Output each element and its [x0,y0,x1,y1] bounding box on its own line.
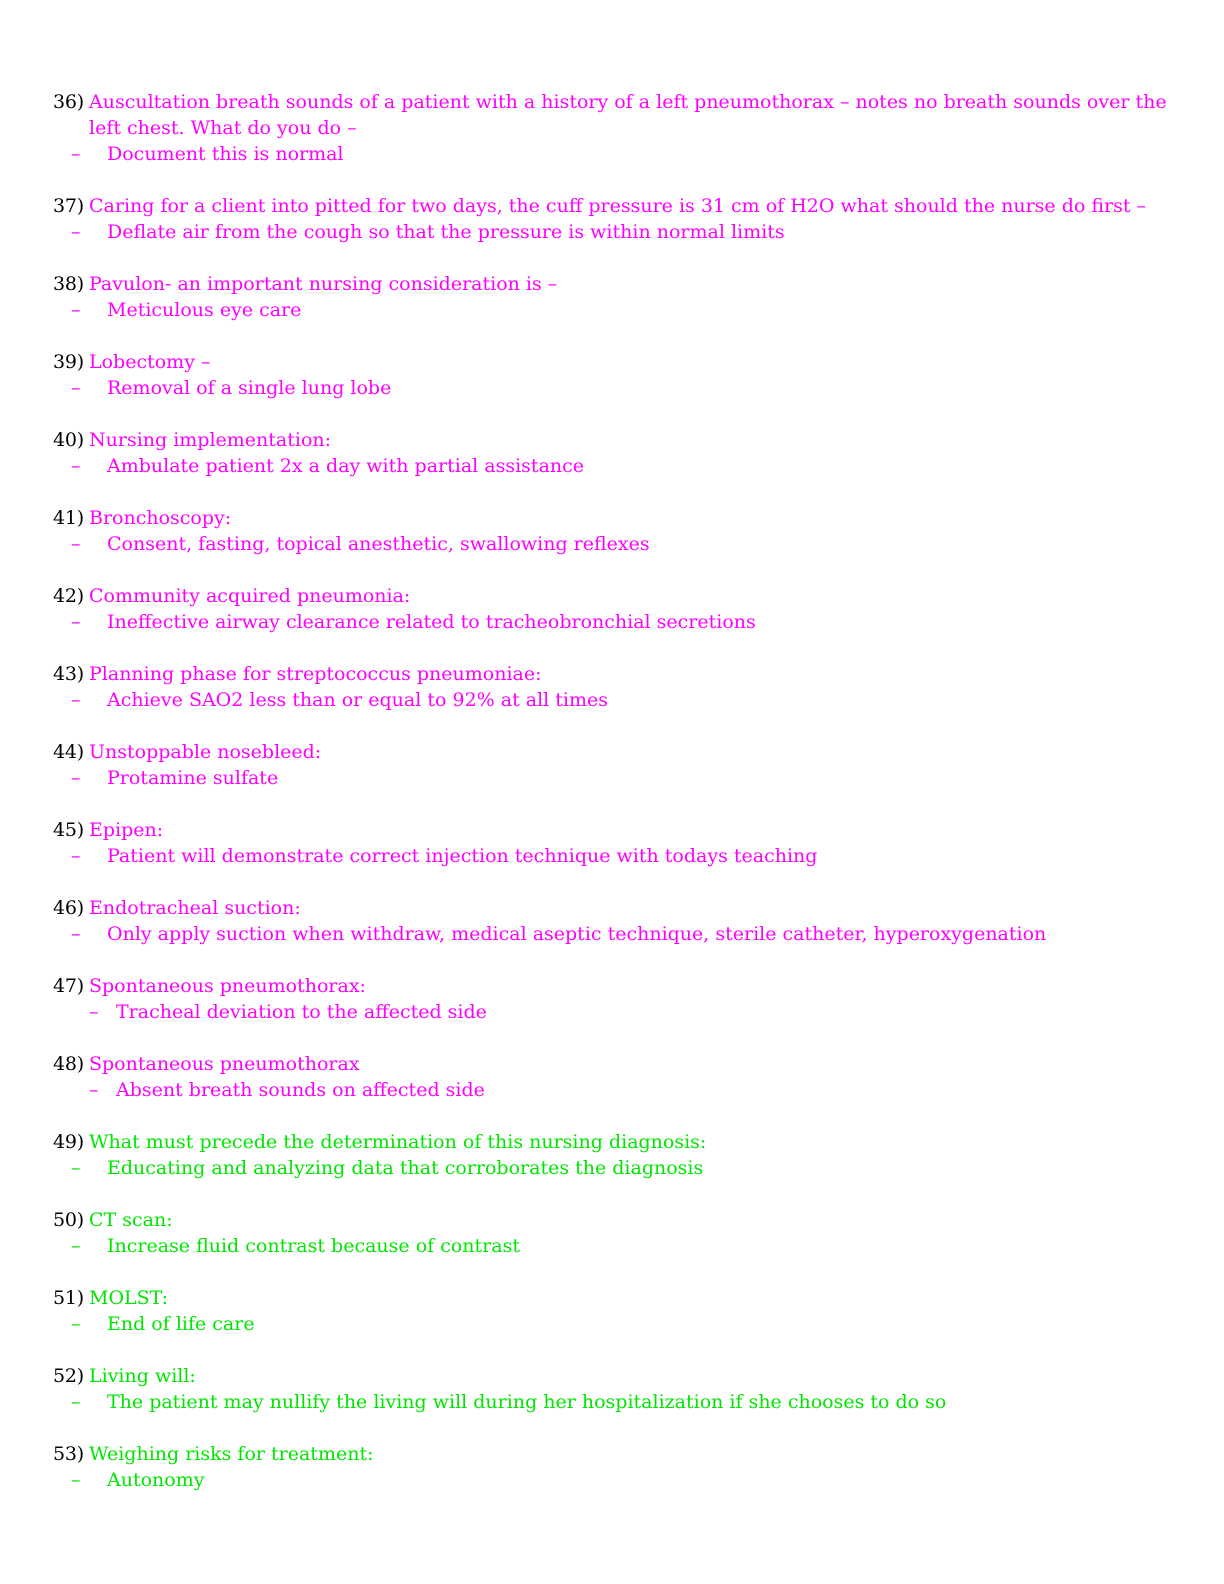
question-text: Endotracheal suction: [89,897,301,919]
item-number: 42) [53,585,84,607]
answer-row [71,1155,1173,1181]
question-row [53,1285,1173,1311]
list-item [53,1441,1173,1493]
list-item [53,973,1173,1025]
question-text: Community acquired pneumonia: [89,585,411,607]
list-item [53,739,1173,791]
dash-bullet: – [71,923,81,945]
answer-row [71,765,1173,791]
question-text: Spontaneous pneumothorax: [89,975,366,997]
item-number: 41) [53,507,84,529]
question-text: Living will: [89,1365,196,1387]
dash-bullet: – [71,143,81,165]
answer-row [71,1467,1173,1493]
list-item [53,817,1173,869]
dash-bullet: – [71,1157,81,1179]
answer-text: Deflate air from the cough so that the pressure is within normal limits [107,221,785,243]
item-number: 50) [53,1209,84,1231]
answer-text: Increase fluid contrast because of contrast [107,1235,520,1257]
list-item [53,583,1173,635]
answer-text: Achieve SAO2 less than or equal to 92% at all times [107,689,608,711]
list-item [53,1285,1173,1337]
question-text: Pavulon- an important nursing consideration is – [89,273,558,295]
item-number: 37) [53,195,84,217]
answer-text: Tracheal deviation to the affected side [116,1001,487,1023]
item-number: 36) [53,91,84,113]
question-row [53,1207,1173,1233]
item-number: 39) [53,351,84,373]
question-row [53,583,1173,609]
dash-bullet: – [71,611,81,633]
answer-text: Removal of a single lung lobe [107,377,392,399]
question-row [53,895,1173,921]
question-row [53,427,1173,453]
list-item [53,427,1173,479]
item-number: 43) [53,663,84,685]
list-item [53,193,1173,245]
item-number: 51) [53,1287,84,1309]
question-row [53,89,1173,141]
dash-bullet: – [71,689,81,711]
answer-row [71,687,1173,713]
question-row [53,271,1173,297]
question-text: CT scan: [89,1209,173,1231]
answer-text: Document this is normal [107,143,344,165]
answer-text: Educating and analyzing data that corroborates the diagnosis [107,1157,704,1179]
question-text: Unstoppable nosebleed: [89,741,322,763]
list-item [53,661,1173,713]
answer-row [71,921,1173,947]
question-text: Epipen: [89,819,164,841]
answer-row [71,531,1173,557]
answer-text: Consent, fasting, topical anesthetic, swallowing reflexes [107,533,650,555]
answer-row [71,1389,1173,1415]
list-item [53,895,1173,947]
question-row [53,505,1173,531]
question-text: MOLST: [89,1287,169,1309]
question-row [53,661,1173,687]
answer-row [71,141,1173,167]
dash-bullet: – [71,377,81,399]
question-text: Nursing implementation: [89,429,332,451]
list-item [53,1207,1173,1259]
item-number: 48) [53,1053,84,1075]
dash-bullet: – [71,767,81,789]
question-row [53,817,1173,843]
list-item [53,89,1173,167]
item-number: 45) [53,819,84,841]
question-row [53,1051,1173,1077]
answer-text: Only apply suction when withdraw, medical aseptic technique, sterile catheter, hyperoxygenation [107,923,1047,945]
answer-row [71,297,1173,323]
item-number: 47) [53,975,84,997]
question-row [53,1363,1173,1389]
answer-text: End of life care [107,1313,255,1335]
answer-row [71,453,1173,479]
dash-bullet: – [71,299,81,321]
question-text: Caring for a client into pitted for two days, the cuff pressure is 31 cm of H2O what should the nurse do first – [89,195,1147,217]
list-item [53,1129,1173,1181]
answer-row [71,609,1173,635]
answer-text: The patient may nullify the living will during her hospitalization if she chooses to do so [107,1391,947,1413]
list-item [53,505,1173,557]
question-text: Spontaneous pneumothorax [89,1053,360,1075]
question-text: Lobectomy – [89,351,211,373]
item-number: 49) [53,1131,84,1153]
answer-row [89,1077,1173,1103]
item-number: 40) [53,429,84,451]
question-text: Bronchoscopy: [89,507,232,529]
question-text: What must precede the determination of this nursing diagnosis: [89,1131,707,1153]
answer-text: Meticulous eye care [107,299,302,321]
dash-bullet: – [89,1079,99,1101]
question-row [53,1129,1173,1155]
item-number: 44) [53,741,84,763]
dash-bullet: – [71,1391,81,1413]
dash-bullet: – [71,1313,81,1335]
question-text: Planning phase for streptococcus pneumoniae: [89,663,542,685]
question-row [53,349,1173,375]
answer-row [71,375,1173,401]
question-row [53,973,1173,999]
answer-row [71,1233,1173,1259]
item-number: 53) [53,1443,84,1465]
dash-bullet: – [71,845,81,867]
dash-bullet: – [71,221,81,243]
item-number: 52) [53,1365,84,1387]
answer-row [71,219,1173,245]
answer-text: Ambulate patient 2x a day with partial assistance [107,455,585,477]
answer-row [71,1311,1173,1337]
answer-text: Ineffective airway clearance related to tracheobronchial secretions [107,611,756,633]
dash-bullet: – [71,533,81,555]
dash-bullet: – [71,1469,81,1491]
item-number: 38) [53,273,84,295]
question-row [53,739,1173,765]
answer-row [71,843,1173,869]
document-body [53,89,1173,1519]
list-item [53,1051,1173,1103]
question-text: Weighing risks for treatment: [89,1443,374,1465]
answer-text: Autonomy [107,1469,205,1491]
list-item [53,1363,1173,1415]
list-item [53,271,1173,323]
list-item [53,349,1173,401]
answer-row [89,999,1173,1025]
answer-text: Patient will demonstrate correct injection technique with todays teaching [107,845,818,867]
answer-text: Absent breath sounds on affected side [116,1079,485,1101]
question-text: Auscultation breath sounds of a patient with a history of a left pneumothorax – notes no breath sounds over the left chest. What do you do – [89,91,1167,139]
dash-bullet: – [71,1235,81,1257]
dash-bullet: – [71,455,81,477]
question-row [53,193,1173,219]
question-row [53,1441,1173,1467]
dash-bullet: – [89,1001,99,1023]
answer-text: Protamine sulfate [107,767,279,789]
item-number: 46) [53,897,84,919]
